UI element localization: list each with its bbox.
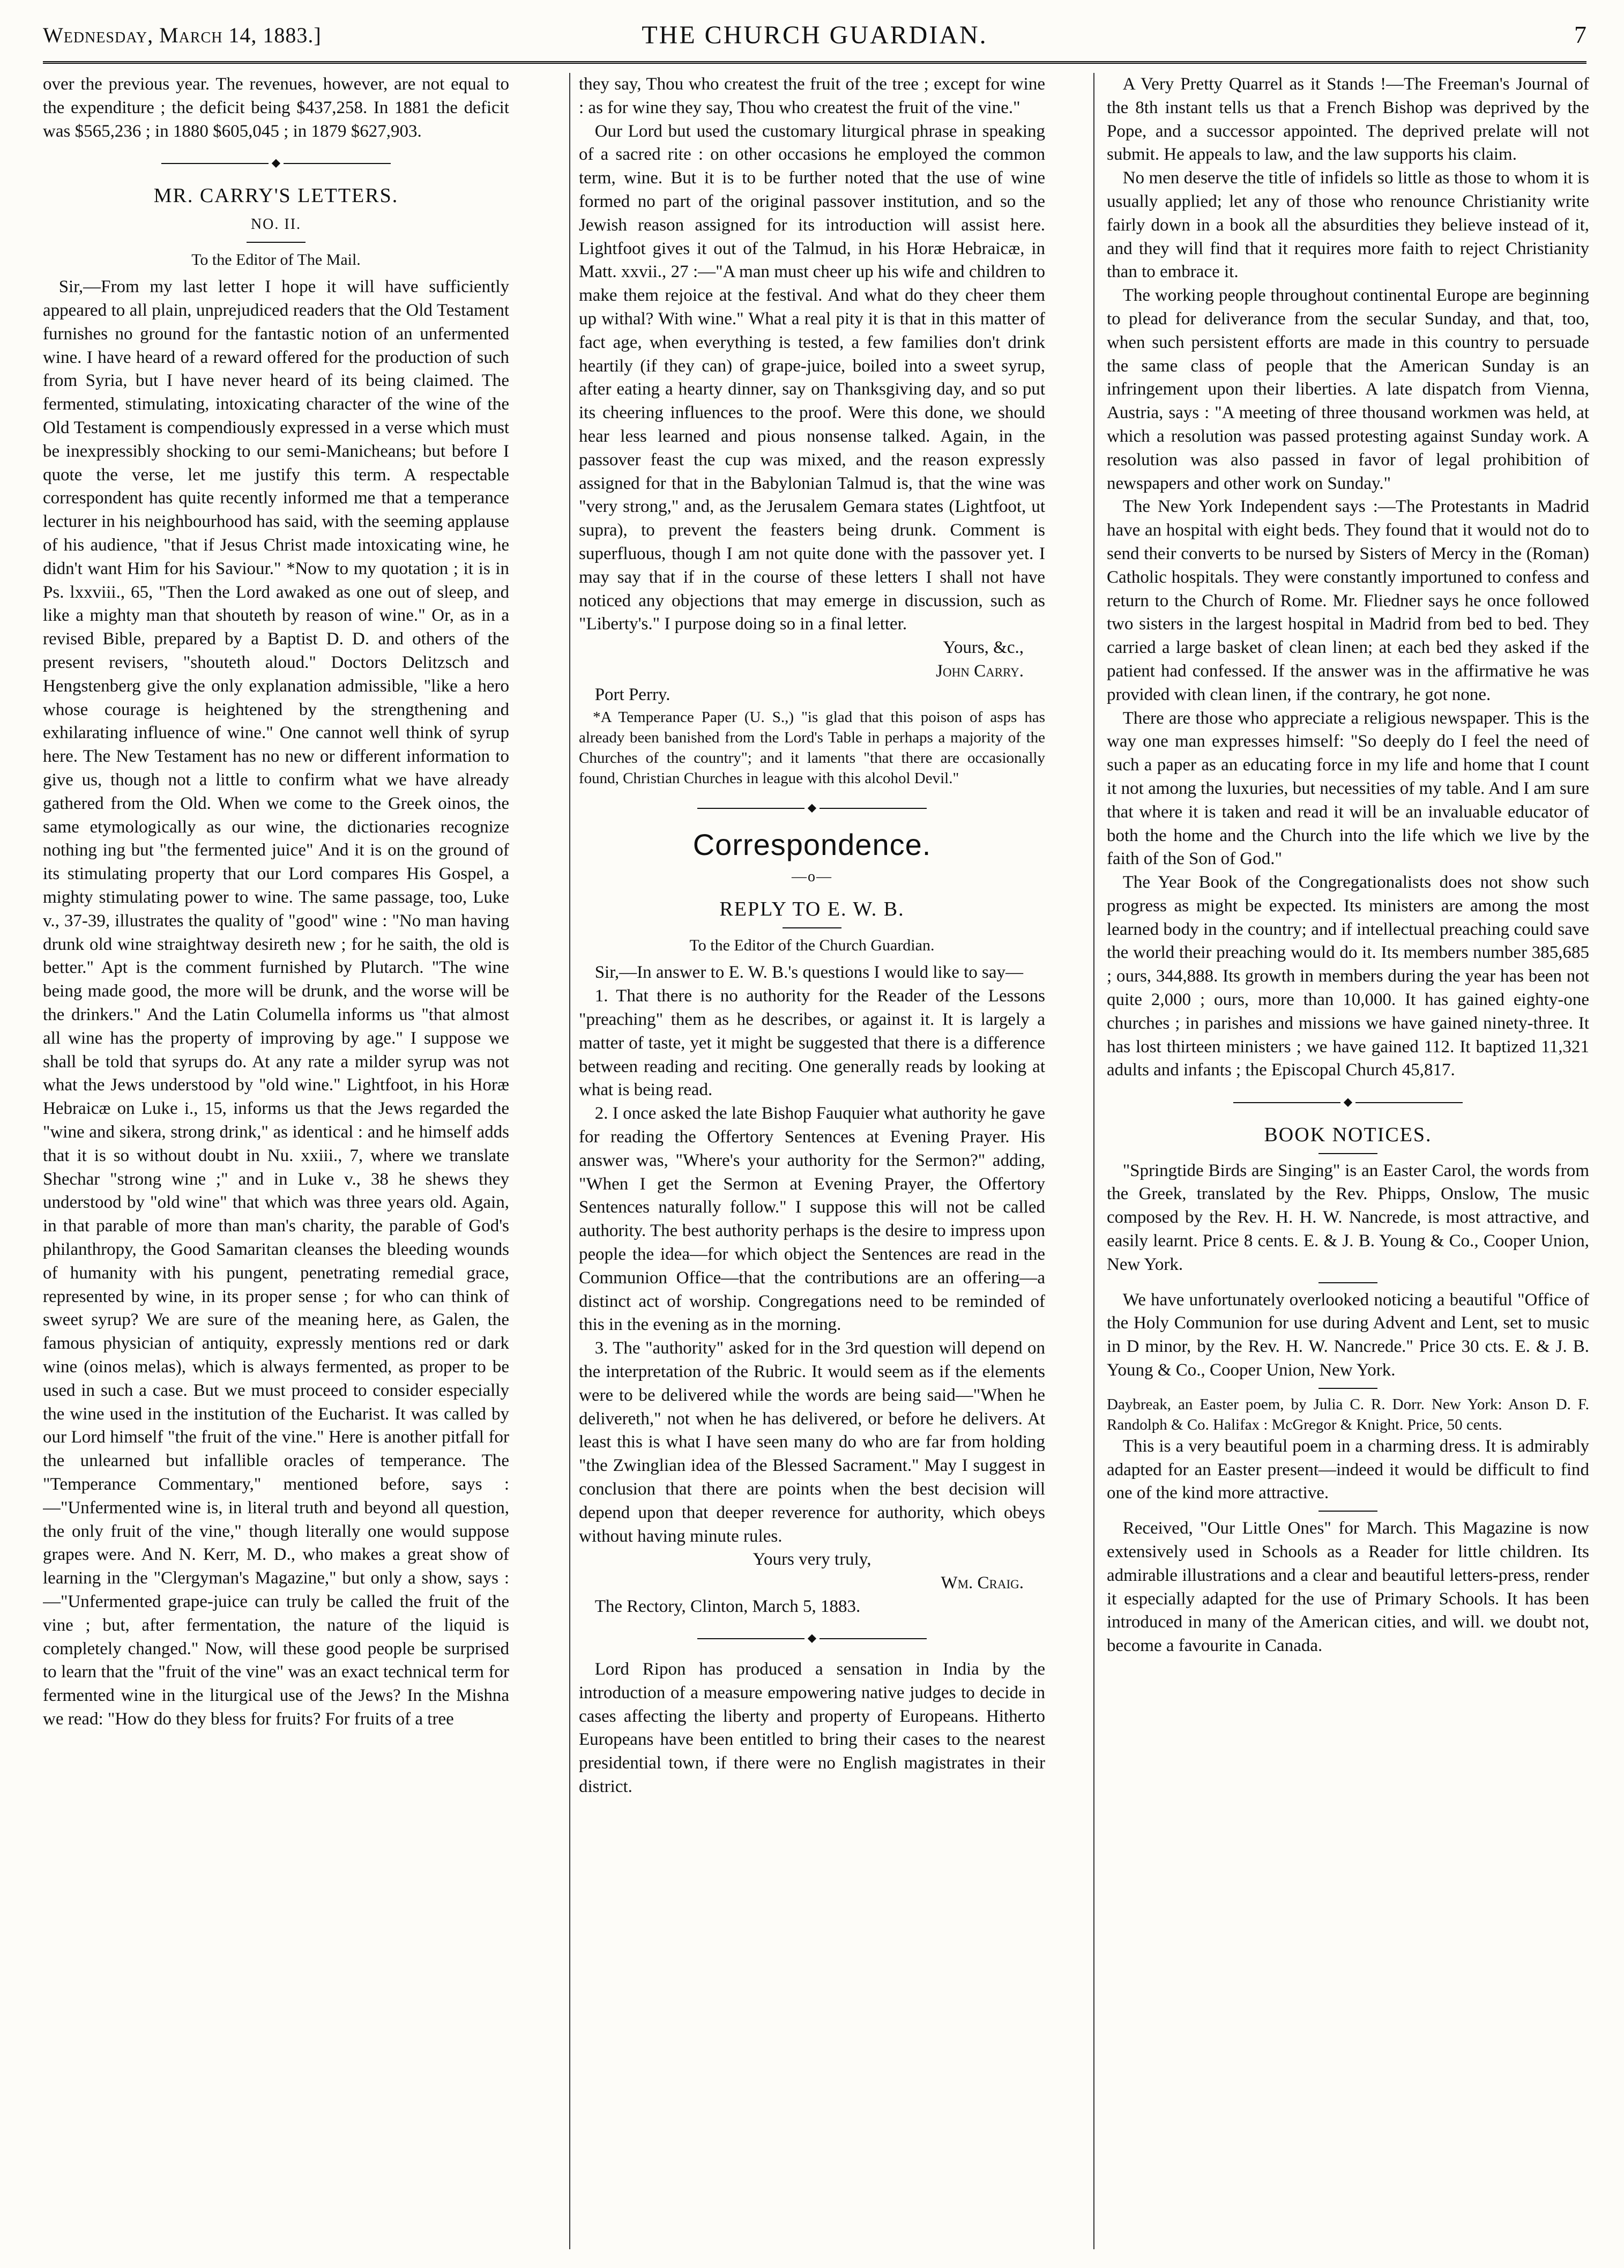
short-rule <box>247 242 306 243</box>
working-people-paragraph: The working people throughout continental Europe are beginning to plead for deliverance from the secular Sunday, and that, too, when such persistent efforts are made in this country to persuade the same class of people that the American Sunday is an infringement upon their liberties. A late dispatch from Vienna, Austria, says : "A meeting of three thousand workmen was held, at which a resolution was passed protesting against Sunday work. A resolution was also passed in favor of legal prohibition of newspapers and other work on Sunday." <box>1107 286 1589 493</box>
column-2 <box>579 73 1045 2249</box>
reply-closing: Yours very truly, <box>753 1550 871 1570</box>
carry-paragraph-2: they say, Thou who createst the fruit of the tree ; except for wine : as for wine they say, Thou who createst the fruit of the vine." <box>579 75 1045 117</box>
short-rule <box>1318 1511 1377 1512</box>
column-rule-2 <box>1093 73 1094 2249</box>
daybreak-heading: Daybreak, an Easter poem, by Julia C. R. Dorr. New York: Anson D. F. Randolph & Co. Halifax : McGregor & Knight. Price, 50 cents. <box>1107 1395 1589 1433</box>
reply-title: REPLY TO E. W. B. <box>719 897 905 920</box>
reply-paragraph-2: 2. I once asked the late Bishop Fauquier what authority he gave for reading the Offertory Sentences at Evening Prayer. His answer was, "Where's your authority for the Sermon?" adding, "When I get the Sermon at Evening Prayer, the Offertory Sentences naturally follow." I suppose this will not be called authority. The best authority perhaps is the desire to impress upon people the idea—for which object the Sentences are read in the Communion Office—that the contributions are an offering—a distinct act of worship. Congregations need to be reminded of this in the evening as in the morning. <box>579 1104 1045 1335</box>
carry-letters-title: MR. CARRY'S LETTERS. <box>153 184 399 207</box>
reply-signature: Wm. Craig. <box>941 1573 1024 1593</box>
short-rule <box>783 927 841 928</box>
page-number: 7 <box>1574 21 1586 48</box>
reply-paragraph-1: 1. That there is no authority for the Reader of the Lessons "preaching" them as he describes, or against it. It is largely a matter of taste, yet it might be suggested that there is a difference between reading and reciting. One generally reads by looking at what is being read. <box>579 986 1045 1100</box>
carry-closing: Yours, &c., <box>943 638 1024 658</box>
springtide-notice: "Springtide Birds are Singing" is an Easter Carol, the words from the Greek, translated by the Rev. Phipps, Onslow, The music composed by the Rev. H. H. W. Nancrede, is most attractive, and easily learnt. Price 8 cents. E. & J. B. Young & Co., Cooper Union, New York. <box>1107 1161 1589 1274</box>
daybreak-notice: This is a very beautiful poem in a charming dress. It is admirably adapted for an Easter present—indeed it would be difficult to find one of the kind more attractive. <box>1107 1436 1589 1503</box>
ornament: —o— <box>792 868 832 885</box>
masthead-title: THE CHURCH GUARDIAN. <box>642 21 988 49</box>
section-divider: ◆ <box>43 151 509 175</box>
carry-signature: John Carry. <box>936 661 1024 681</box>
carry-footnote: *A Temperance Paper (U. S.,) "is glad that this poison of asps has already been banished from the Lord's Table in perhaps a majority of the Churches of the country"; and it laments "that there are occasionally found, Christian Churches in league with this alcohol Devil." <box>579 708 1045 787</box>
carry-paragraph-3: Our Lord but used the customary liturgical phrase in speaking of a sacred rite : on other occasions he employed the common term, wine. But it is to be further noted that the use of wine formed no part of the original passover institution, and so the Jewish reason assigned for its introduction will assist here. Lightfoot gives it out of the Talmud, in his Horæ Hebraicæ, in Matt. xxvii., 27 :—"A man must cheer up his wife and children to make them rejoice at the festival. And what do they cheer them up withal? With wine." What a real pity it is that in this matter of fact age, when everything is tested, a few families don't drink heartily (if they can) of grape-juice, boiled into a sweet syrup, after eating a hearty dinner, say on Thanksgiving day, and so put its cheering influences to the proof. Were this done, we should hear less learned and pious nonsense talked. Again, in the passover feast the cup was mixed, and the reason expressly assigned for that in the Babylonian Talmud is, that the wine was "very strong," and, as the Jerusalem Gemara states (Lightfoot, ut supra), to prevent the feasters being drunk. Comment is superfluous, though I am not quite done with the passover yet. I may say that if in the course of these letters I shall not have noticed any objections that may emerge in discussion, such as "Liberty's." I purpose doing so in a final letter. <box>579 121 1045 634</box>
section-divider: ◆ <box>579 1626 1045 1650</box>
reply-paragraph-0: Sir,—In answer to E. W. B.'s questions I would like to say— <box>594 963 1024 983</box>
column-1 <box>43 73 509 2249</box>
infidels-paragraph: No men deserve the title of infidels so little as those to whom it is usually applied; let any of those who renounce Christianity write fairly down in a book all the absurdities they believe instead of it, and they will find that it requires more faith to reject Christianity than to embrace it. <box>1107 168 1589 282</box>
office-notice: We have unfortunately overlooked noticing a beautiful "Office of the Holy Communion for use during Advent and Lent, set to music in D minor, by the Rev. H. W. Nancrede." Price 30 cts. E. & J. B. Young & Co., Cooper Union, New York. <box>1107 1290 1589 1380</box>
carry-paragraph-1: Sir,—From my last letter I hope it will have sufficiently appeared to all plain, unprejudiced readers that the Old Testament furnishes no ground for the fantastic notion of an unfermented wine. I have heard of a reward offered for the production of such from Syria, but I have never heard of its being claimed. The fermented, stimulating, intoxicating character of the wine of the Old Testament is compendiously expressed in a verse which must be inexpressibly shocking to our semi-Manicheans; but before I quote the verse, let me justify this term. A respectable correspondent has quite recently informed me that a temperance lecturer in his neighbourhood has said, with the seeming applause of his audience, "that if Jesus Christ made intoxicating wine, he didn't want Him for his Saviour." *Now to my quotation ; it is in Ps. lxxviii., 65, "Then the Lord awaked as one out of sleep, and like a mighty man that shouteth by reason of wine." Or, as in a revised Bible, prepared by a Baptist D. D. and others of the present revisers, "shouteth aloud." Doctors Delitzsch and Hengstenberg give the only explanation admissible, "like a hero whose courage is heightened by the strengthening and exhilarating influence of wine." One cannot well think of syrup here. The New Testament has no new or different information to give us, though not a little to confirm what we have already gathered from the Old. When we come to the Greek oinos, the same etymologically as our wine, the dictionaries recognize nothing ing but "the fermented juice" And it is on the ground of its stimulating property that our Lord compares His Gospel, a mighty stimulating power to wine. The same passage, too, Luke v., 37-39, illustrates the quality of "good" wine : "No man having drunk old wine straightway desireth new ; for he saith, the old is better." Apt is the comment furnished by Plutarch. "The wine being made good, the more will be drunk, and the worse will be the drinkers." And the Latin Columella informs us "that almost all wine has the property of improving by age." I suppose we shall be told that syrups do. At any rate a milder syrup was not what the Jews understood by "old wine." Lightfoot, in his Horæ Hebraicæ on Luke i., 15, informs us that the Jews regarded the "wine and sikera, strong drink," as identical : and he himself adds that it is so without doubt in Nu. xxiii., 7, where we translate Shechar "strong wine ;" and in Luke v., 38 he shews they understood by "old wine" that which was three years old. Again, in that parable of more than man's charity, the parable of God's philanthropy, the Good Samaritan cleanses the bleeding wounds of humanity with his pungent, penetrating remedial grace, represented by wine, in its proper sense ; for who can think of sweet syrup? We are sure of the meaning here, as Galen, the famous physician of antiquity, expressly mentions red or dark wine (oinos melas), which is always fermented, as proper to be used in such a case. But we must proceed to consider especially the wine used in the institution of the Eucharist. It was called by our Lord himself "the fruit of the vine." Here is another pitfall for the unlearned but infallible oracles of temperance. The "Temperance Commentary," mentioned before, says :—"Unfermented wine is, in literal truth and beyond all question, the only fruit of the vine," though literally one would suppose grapes were. And N. Kerr, M. D., who makes a great show of learning in the "Clergyman's Magazine," but only a show, says :—"Unfermented grape-juice can truly be called the fruit of the vine ; but, after fermentation, the nature of the liquid is completely changed." Now, will these good people be surprised to learn that the "fruit of the vine" was an exact technical term for fermented wine in the liturgical use of the Jews? In the Mishna we read: "How do they bless for fruits? For fruits of a tree <box>43 277 509 1729</box>
madrid-paragraph: The New York Independent says :—The Protestants in Madrid have an hospital with eight beds. They found that it would not do to send their converts to be nursed by Sisters of Mercy in the (Roman) Catholic hospitals. They were constantly importuned to confess and return to the Church of Rome. Mr. Fliedner says he once followed two sisters in the largest hospital in Madrid from bed to bed. They carried a large basket of clean linen; at each bed they asked if the patient had confessed. If the answer was in the affirmative he was provided with clean linen, if the contrary, he got none. <box>1107 497 1589 704</box>
reply-salutation: To the Editor of the Church Guardian. <box>689 936 935 954</box>
ripon-paragraph: Lord Ripon has produced a sensation in India by the introduction of a measure empowering native judges to decide in cases affecting the liberty and property of Europeans. Hitherto Europeans have been entitled to bring their cases to the nearest presidential town, if there were no English magistrates in their district. <box>579 1660 1045 1797</box>
carry-place: Port Perry. <box>594 685 671 704</box>
short-rule <box>1318 1388 1377 1389</box>
reply-paragraph-3: 3. The "authority" asked for in the 3rd question will depend on the interpretation of the Rubric. It would seem as if the elements were to be delivered while the words are being said—"When he delivereth," not when he has delivered, or before he delivers. At least this is what I have seen many do who are far from holding "the Zwinglian idea of the Blessed Sacrament." May I suggest in conclusion that there are points when the best decision will depend upon that deeper reverence for authority, which obeys without having minute rules. <box>579 1339 1045 1546</box>
book-notices-title: BOOK NOTICES. <box>1264 1123 1432 1146</box>
column-rule-1 <box>569 73 570 2249</box>
carry-letter-number: NO. II. <box>250 215 302 233</box>
short-rule <box>1318 1282 1377 1283</box>
quarrel-paragraph: A Very Pretty Quarrel as it Stands !—The Freeman's Journal of the 8th instant tells us that a French Bishop was deprived by the Pope, and a successor appointed. The deprived prelate will not submit. He appeals to law, and the law supports his claim. <box>1107 75 1589 165</box>
yearbook-paragraph: The Year Book of the Congregationalists does not show such progress as might be expected. Its ministers are among the most learned body in the country; and if intellectual preaching could save the world their preaching would do it. Its members number 385,685 ; ours, 344,888. Its growth in members during the year has been not quite 2,000 ; ours, more than 10,000. It has gained eighty-one churches ; in parishes and missions we have gained ninety-three. It has lost thirteen ministers ; we have gained 112. It baptized 11,321 adults and infants ; the Episcopal Church 45,817. <box>1107 873 1589 1080</box>
intro-paragraph: over the previous year. The revenues, however, are not equal to the expenditure ; the deficit being $437,258. In 1881 the deficit was $565,236 ; in 1880 $605,045 ; in 1879 $627,903. <box>43 75 509 141</box>
column-3 <box>1107 73 1589 2249</box>
newspaper-paragraph: There are those who appreciate a religious newspaper. This is the way one man expresses himself: "So deeply do I feel the need of such a paper as an educating force in my life and home that I count it not among the luxuries, but necessities of my table. And I am sure that where it is taken and read it will be an invaluable educator of both the home and the Church into the life which we live by the faith of the Son of God." <box>1107 708 1589 869</box>
reply-place: The Rectory, Clinton, March 5, 1883. <box>594 1596 861 1616</box>
page-header <box>43 15 1586 64</box>
section-divider: ◆ <box>579 796 1045 820</box>
received-notice: Received, "Our Little Ones" for March. This Magazine is now extensively used in Schools as a Reader for little children. Its admirable illustrations and a clear and beautiful letters-press, render it especially adapted for the use of Primary Schools. It has been introduced in many of the American cities, and will. we doubt not, become a favourite in Canada. <box>1107 1519 1589 1656</box>
section-divider: ◆ <box>1107 1090 1589 1114</box>
correspondence-heading: Correspondence. <box>692 827 932 861</box>
short-rule <box>1318 1153 1377 1154</box>
header-date: Wednesday, March 14, 1883.] <box>43 23 322 47</box>
carry-salutation: To the Editor of The Mail. <box>191 250 361 269</box>
